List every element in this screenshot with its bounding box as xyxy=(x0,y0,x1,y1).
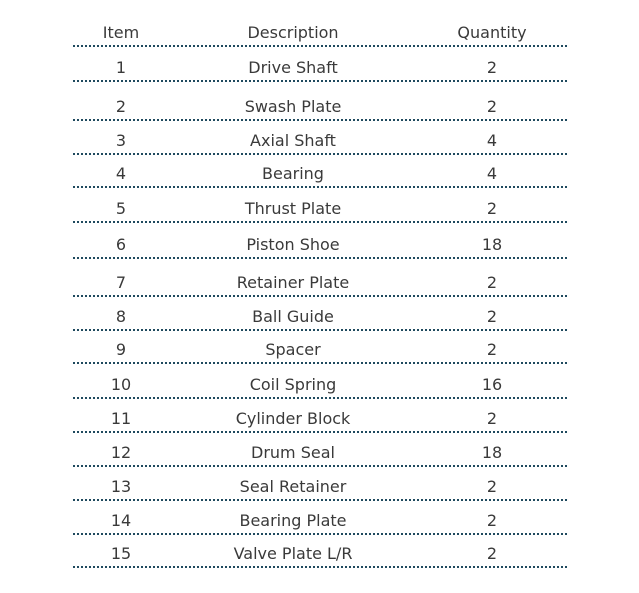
cell-description: Swash Plate xyxy=(244,97,342,116)
cell-description: Drum Seal xyxy=(251,443,335,462)
parts-table xyxy=(73,0,567,568)
cell-quantity: 2 xyxy=(486,477,498,496)
cell-quantity: 2 xyxy=(486,340,498,359)
header-quantity: Quantity xyxy=(457,23,527,42)
cell-item: 1 xyxy=(115,58,127,77)
cell-item: 6 xyxy=(115,235,127,254)
cell-description: Valve Plate L/R xyxy=(233,544,353,563)
cell-item: 12 xyxy=(110,443,132,462)
table-row xyxy=(73,535,567,568)
cell-quantity: 2 xyxy=(486,544,498,563)
cell-item: 13 xyxy=(110,477,132,496)
table-row xyxy=(73,223,567,259)
table-row xyxy=(73,121,567,155)
cell-description: Spacer xyxy=(265,340,321,359)
cell-quantity: 2 xyxy=(486,409,498,428)
table-row xyxy=(73,364,567,399)
cell-quantity: 18 xyxy=(481,235,503,254)
cell-item: 7 xyxy=(115,273,127,292)
table-row xyxy=(73,467,567,501)
cell-item: 5 xyxy=(115,199,127,218)
cell-description: Thrust Plate xyxy=(244,199,342,218)
table-row xyxy=(73,47,567,82)
table-row xyxy=(73,259,567,297)
cell-description: Cylinder Block xyxy=(235,409,351,428)
cell-item: 9 xyxy=(115,340,127,359)
cell-description: Bearing Plate xyxy=(239,511,347,530)
cell-quantity: 16 xyxy=(481,375,503,394)
cell-item: 4 xyxy=(115,164,127,183)
cell-quantity: 2 xyxy=(486,199,498,218)
table-row xyxy=(73,433,567,467)
table-body xyxy=(73,47,567,568)
table-row xyxy=(73,501,567,535)
cell-item: 10 xyxy=(110,375,132,394)
cell-description: Drive Shaft xyxy=(248,58,338,77)
table-row xyxy=(73,188,567,223)
cell-item: 2 xyxy=(115,97,127,116)
table-header-row xyxy=(73,0,567,47)
cell-description: Seal Retainer xyxy=(239,477,347,496)
cell-description: Coil Spring xyxy=(249,375,337,394)
cell-quantity: 4 xyxy=(486,131,498,150)
cell-description: Piston Shoe xyxy=(246,235,340,254)
cell-description: Retainer Plate xyxy=(236,273,350,292)
cell-description: Axial Shaft xyxy=(250,131,336,150)
table-row xyxy=(73,82,567,121)
cell-quantity: 4 xyxy=(486,164,498,183)
cell-quantity: 2 xyxy=(486,511,498,530)
cell-description: Bearing xyxy=(262,164,324,183)
table-row xyxy=(73,399,567,433)
cell-item: 8 xyxy=(115,307,127,326)
cell-item: 15 xyxy=(110,544,132,563)
cell-quantity: 18 xyxy=(481,443,503,462)
cell-item: 3 xyxy=(115,131,127,150)
cell-quantity: 2 xyxy=(486,307,498,326)
table-row xyxy=(73,331,567,364)
cell-quantity: 2 xyxy=(486,273,498,292)
cell-item: 11 xyxy=(110,409,132,428)
header-description: Description xyxy=(247,23,339,42)
cell-quantity: 2 xyxy=(486,97,498,116)
table-row xyxy=(73,155,567,188)
cell-description: Ball Guide xyxy=(252,307,334,326)
header-item: Item xyxy=(102,23,140,42)
table-row xyxy=(73,297,567,331)
cell-quantity: 2 xyxy=(486,58,498,77)
cell-item: 14 xyxy=(110,511,132,530)
